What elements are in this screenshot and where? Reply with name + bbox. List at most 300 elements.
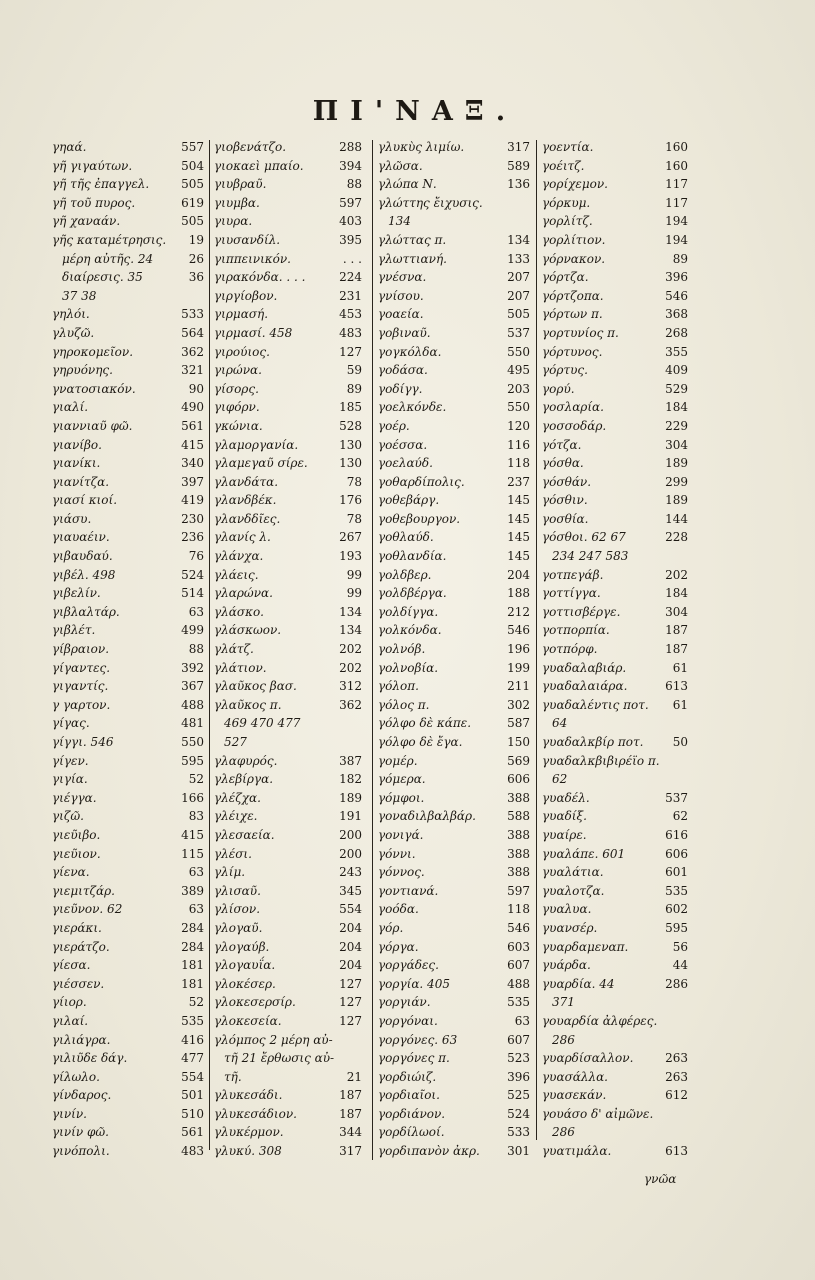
index-entry — [542, 789, 688, 808]
entry-term: γυαλάτια. — [542, 865, 604, 880]
entry-page-number: 204 — [339, 958, 362, 973]
entry-term: 527 — [224, 735, 247, 749]
entry-page-number: 181 — [181, 976, 204, 991]
entry-page-number: 76 — [188, 549, 204, 564]
entry-page-number: 63 — [188, 604, 204, 619]
index-entry — [52, 380, 204, 399]
entry-term: γίγγι. 546 — [52, 735, 114, 749]
entry-term: γοργόνες. 63 — [378, 1032, 458, 1047]
entry-page-number: 589 — [507, 158, 530, 173]
index-entry — [378, 510, 530, 529]
entry-page-number: 499 — [181, 623, 204, 638]
entry-page-number: 304 — [665, 437, 688, 452]
index-entry — [214, 659, 362, 678]
entry-page-number: 50 — [672, 735, 688, 749]
index-entry — [52, 1086, 204, 1105]
entry-page-number: 88 — [188, 642, 204, 657]
entry-term: γοργιάν. — [378, 995, 431, 1010]
entry-term: 371 — [552, 995, 575, 1010]
entry-term: γόσθιν. — [542, 493, 588, 508]
entry-term: γοθαρδίπολις. — [378, 474, 465, 489]
entry-term: γιυσανδίλ. — [214, 232, 281, 247]
entry-term: γολνόβ. — [378, 642, 426, 657]
entry-term: γλαμεγαῦ σίρε. — [214, 456, 308, 471]
index-entry — [378, 659, 530, 678]
index-entry — [542, 324, 688, 343]
entry-page-number: 224 — [339, 270, 362, 285]
entry-term: γόρτζοπα. — [542, 288, 604, 303]
entry-term: γλῶσα. — [378, 158, 423, 173]
entry-term: γυαδαλκβίρ ποτ. — [542, 735, 644, 749]
entry-term: γυαδίξ. — [542, 809, 587, 824]
entry-term: γόλοπ. — [378, 679, 419, 694]
entry-term: γουάσο δ' αἰμῶνε. — [542, 1106, 654, 1121]
entry-page-number: . . . — [342, 251, 362, 266]
entry-term: γοτπεγάβ. — [542, 567, 604, 582]
index-entry — [542, 975, 688, 994]
index-entry — [378, 528, 530, 547]
entry-page-number: 395 — [339, 232, 362, 247]
index-entry — [214, 993, 362, 1012]
index-entry — [378, 956, 530, 975]
entry-page-number: 78 — [346, 511, 362, 526]
index-entry — [214, 547, 362, 566]
index-entry — [52, 324, 204, 343]
entry-term: γορδιαῖοι. — [378, 1088, 440, 1103]
entry-term: γόλφο δὲ ἔγα. — [378, 735, 463, 749]
entry-term: γιεῦνον. 62 — [52, 902, 123, 917]
entry-term: γιυρα. — [214, 214, 253, 229]
entry-term: γιβελίν. — [52, 586, 101, 601]
index-entry — [378, 863, 530, 882]
entry-page-number: 202 — [665, 567, 688, 582]
entry-page-number: 317 — [507, 140, 530, 154]
entry-term: γιασί κιοί. — [52, 493, 118, 508]
entry-term: γιαυαέιν. — [52, 530, 110, 545]
index-entry — [214, 305, 362, 324]
entry-page-number: 396 — [665, 270, 688, 285]
entry-page-number: 535 — [181, 1013, 204, 1028]
index-entry — [214, 287, 362, 306]
entry-page-number: 127 — [339, 995, 362, 1010]
entry-term: γλανδδῖες. — [214, 511, 281, 526]
entry-page-number: 286 — [665, 976, 688, 991]
entry-page-number: 415 — [181, 437, 204, 452]
index-entry — [542, 714, 688, 733]
entry-page-number: 387 — [339, 753, 362, 768]
entry-page-number: 63 — [514, 1013, 530, 1028]
entry-page-number: 193 — [339, 549, 362, 564]
index-entry — [378, 1012, 530, 1031]
entry-page-number: 588 — [507, 809, 530, 824]
index-entry — [542, 919, 688, 938]
entry-term: γόμφοι. — [378, 790, 425, 805]
index-entry — [378, 752, 530, 771]
entry-term: γιεράτζο. — [52, 939, 110, 954]
entry-page-number: 597 — [507, 883, 530, 898]
entry-page-number: 388 — [507, 865, 530, 880]
entry-page-number: 160 — [665, 158, 688, 173]
index-entry — [378, 677, 530, 696]
entry-page-number: 483 — [339, 325, 362, 340]
entry-term: γιγία. — [52, 772, 88, 787]
entry-term: 469 470 477 — [224, 716, 301, 731]
entry-page-number: 189 — [339, 790, 362, 805]
entry-page-number: 301 — [507, 1144, 530, 1159]
index-entry — [378, 547, 530, 566]
entry-term: γοέιτζ. — [542, 158, 585, 173]
entry-term: γοναδιλβαλβάρ. — [378, 809, 476, 824]
entry-term: γυαλοτζα. — [542, 883, 605, 898]
index-entry — [214, 696, 362, 715]
entry-page-number: 19 — [188, 232, 204, 247]
entry-term: γοργία. 405 — [378, 976, 450, 991]
index-entry — [214, 956, 362, 975]
index-entry — [52, 882, 204, 901]
index-entry — [542, 938, 688, 957]
index-entry — [378, 305, 530, 324]
entry-page-number: 389 — [181, 883, 204, 898]
entry-page-number: 59 — [346, 363, 362, 378]
entry-term: γιέσσεν. — [52, 976, 105, 991]
entry-page-number: 228 — [665, 530, 688, 545]
entry-term: γλογαυΐα. — [214, 958, 276, 973]
entry-page-number: 397 — [181, 474, 204, 489]
entry-page-number: 302 — [507, 697, 530, 712]
index-entry — [378, 938, 530, 957]
index-entry — [214, 938, 362, 957]
entry-term: γηλόι. — [52, 307, 90, 322]
entry-page-number: 212 — [507, 604, 530, 619]
entry-term: γιρμασί. 458 — [214, 325, 293, 340]
entry-term: γλάτζ. — [214, 642, 254, 657]
entry-term: γινόπολι. — [52, 1144, 110, 1159]
entry-term: γογκόλδα. — [378, 344, 442, 359]
entry-page-number: 62 — [672, 809, 688, 824]
entry-page-number: 340 — [181, 456, 204, 471]
entry-term: γλανδάτα. — [214, 474, 279, 489]
entry-term: γλυκύ. 308 — [214, 1144, 282, 1159]
entry-page-number: 537 — [665, 790, 688, 805]
entry-term: γίεσα. — [52, 958, 91, 973]
entry-page-number: 127 — [339, 344, 362, 359]
index-entry — [378, 789, 530, 808]
entry-page-number: 505 — [181, 214, 204, 229]
entry-term: γοθλαύδ. — [378, 530, 434, 545]
index-entry — [214, 584, 362, 603]
entry-term: γορλίτιον. — [542, 232, 606, 247]
entry-page-number: 355 — [665, 344, 688, 359]
entry-page-number: 187 — [665, 642, 688, 657]
index-entry — [214, 473, 362, 492]
entry-page-number: 546 — [507, 623, 530, 638]
entry-page-number: 202 — [339, 660, 362, 675]
index-entry — [52, 603, 204, 622]
entry-page-number: 211 — [507, 679, 530, 694]
entry-term: γλανδβέκ. — [214, 493, 277, 508]
entry-term: γοέσσα. — [378, 437, 428, 452]
entry-page-number: 134 — [507, 232, 530, 247]
index-entry — [52, 714, 204, 733]
index-entry — [542, 1049, 688, 1068]
entry-term: γλαῦκος βασ. — [214, 679, 297, 694]
index-entry — [542, 807, 688, 826]
entry-term: γιργίοβον. — [214, 288, 278, 303]
index-entry — [542, 770, 688, 789]
index-entry — [378, 380, 530, 399]
entry-term: γλάτιον. — [214, 660, 267, 675]
entry-term: 37 38 — [62, 288, 97, 303]
entry-page-number: 419 — [181, 493, 204, 508]
index-entry — [52, 900, 204, 919]
entry-term: γόσθάν. — [542, 474, 592, 489]
entry-page-number: 182 — [339, 772, 362, 787]
index-entry — [542, 584, 688, 603]
index-entry — [378, 993, 530, 1012]
entry-term: γόννι. — [378, 846, 416, 861]
index-entry — [214, 789, 362, 808]
index-entry — [542, 138, 688, 157]
entry-term: γόρκυμ. — [542, 195, 591, 210]
index-entry — [214, 1142, 362, 1161]
index-entry — [378, 900, 530, 919]
entry-page-number: 145 — [507, 511, 530, 526]
index-entry — [378, 1086, 530, 1105]
index-entry — [378, 287, 530, 306]
entry-term: γοττισβέργε. — [542, 604, 621, 619]
entry-page-number: 533 — [181, 307, 204, 322]
entry-page-number: 537 — [507, 325, 530, 340]
entry-page-number: 176 — [339, 493, 362, 508]
index-entry — [542, 1086, 688, 1105]
entry-page-number: 394 — [339, 158, 362, 173]
entry-page-number: 601 — [665, 865, 688, 880]
entry-page-number: 236 — [181, 530, 204, 545]
entry-term: γ γαρτον. — [52, 697, 111, 712]
entry-term: γῆ τῆς ἐπαγγελ. — [52, 177, 150, 192]
entry-page-number: 191 — [339, 809, 362, 824]
entry-term: γλοκέσερ. — [214, 976, 276, 991]
entry-page-number: 317 — [339, 1144, 362, 1159]
entry-page-number: 612 — [665, 1088, 688, 1103]
index-entry — [542, 231, 688, 250]
entry-term: γίγαντες. — [52, 660, 111, 675]
entry-term: γόννος. — [378, 865, 425, 880]
entry-term: γοόδα. — [378, 902, 419, 917]
entry-page-number: 160 — [665, 140, 688, 154]
entry-term: γιβλέτ. — [52, 623, 96, 638]
entry-term: γιρώνα. — [214, 363, 262, 378]
entry-term: γιυμβα. — [214, 195, 260, 210]
entry-term: γιεράκι. — [52, 920, 102, 935]
entry-term: γίνδαρος. — [52, 1088, 112, 1103]
entry-term: γόλφο δὲ κάπε. — [378, 716, 472, 731]
index-entry — [52, 138, 204, 157]
entry-term: γυαδαλκβιβιρέϊο π. — [542, 753, 660, 768]
entry-page-number: 321 — [181, 363, 204, 378]
index-entry — [214, 621, 362, 640]
entry-page-number: 304 — [665, 604, 688, 619]
index-entry — [542, 900, 688, 919]
index-entry — [214, 603, 362, 622]
entry-term: γίβραιον. — [52, 642, 110, 657]
index-entry — [52, 473, 204, 492]
entry-page-number: 194 — [665, 232, 688, 247]
entry-page-number: 150 — [507, 735, 530, 749]
entry-term: γυαρδία. 44 — [542, 976, 615, 991]
entry-page-number: 388 — [507, 827, 530, 842]
entry-term: γλωττιανή. — [378, 251, 447, 266]
index-entry — [378, 566, 530, 585]
index-entry — [52, 343, 204, 362]
entry-page-number: 557 — [181, 140, 204, 154]
entry-term: γυανσέρ. — [542, 920, 598, 935]
entry-term: γλισαῦ. — [214, 883, 261, 898]
entry-page-number: 145 — [507, 549, 530, 564]
entry-page-number: 554 — [339, 902, 362, 917]
entry-term: γλέιχε. — [214, 809, 258, 824]
index-entry — [542, 603, 688, 622]
index-entry — [542, 528, 688, 547]
index-entry — [378, 175, 530, 194]
index-entry — [378, 491, 530, 510]
entry-term: γόρτων π. — [542, 307, 603, 322]
index-entry — [542, 1105, 688, 1124]
entry-term: γιεῦιον. — [52, 846, 101, 861]
entry-page-number: 230 — [181, 511, 204, 526]
entry-page-number: 189 — [665, 456, 688, 471]
entry-term: γλαῦκος π. — [214, 697, 282, 712]
entry-term: γλογαῦ. — [214, 920, 263, 935]
index-entry — [52, 1123, 204, 1142]
index-entry — [542, 1068, 688, 1087]
index-entry — [378, 436, 530, 455]
index-entry — [542, 380, 688, 399]
index-entry — [52, 659, 204, 678]
entry-term: γόρτζα. — [542, 270, 589, 285]
index-entry — [52, 231, 204, 250]
entry-page-number: 52 — [188, 772, 204, 787]
index-entry — [214, 454, 362, 473]
index-entry — [378, 714, 530, 733]
index-entry — [542, 659, 688, 678]
index-entry — [378, 417, 530, 436]
entry-page-number: 561 — [181, 418, 204, 433]
entry-page-number: 602 — [665, 902, 688, 917]
entry-term: γινίν. — [52, 1106, 87, 1121]
index-entry — [214, 1068, 362, 1087]
entry-term: γιέγγα. — [52, 790, 97, 805]
catchword: γνῶα — [644, 1172, 677, 1186]
index-entry — [378, 770, 530, 789]
index-entry — [214, 528, 362, 547]
index-entry — [542, 175, 688, 194]
entry-term: γυαίρε. — [542, 827, 587, 842]
entry-page-number: 204 — [507, 567, 530, 582]
entry-term: γλυκὺς λιμίω. — [378, 140, 465, 154]
index-entry — [542, 436, 688, 455]
entry-page-number: 505 — [507, 307, 530, 322]
entry-page-number: 554 — [181, 1069, 204, 1084]
index-column-2 — [214, 138, 362, 1161]
entry-term: γόσθοι. 62 67 — [542, 530, 626, 545]
index-entry — [214, 1012, 362, 1031]
index-entry — [214, 714, 362, 733]
entry-term: γυαρδαμεναπ. — [542, 939, 629, 954]
entry-term: γιβλαλτάρ. — [52, 604, 120, 619]
entry-page-number: 89 — [346, 381, 362, 396]
index-entry — [214, 268, 362, 287]
entry-page-number: 229 — [665, 418, 688, 433]
entry-term: γῆς καταμέτρησις. — [52, 232, 167, 247]
index-entry — [542, 510, 688, 529]
index-entry — [52, 491, 204, 510]
index-entry — [214, 845, 362, 864]
entry-page-number: 525 — [507, 1088, 530, 1103]
entry-page-number: 21 — [346, 1069, 362, 1084]
entry-page-number: 61 — [672, 697, 688, 712]
entry-page-number: 481 — [181, 716, 204, 731]
entry-term: γίιορ. — [52, 995, 87, 1010]
entry-term: γνατοσιακόν. — [52, 381, 136, 396]
entry-term: γλώττας π. — [378, 232, 447, 247]
entry-term: γορτυνίος π. — [542, 325, 619, 340]
index-column-1 — [52, 138, 204, 1161]
entry-term: γλαμοργανία. — [214, 437, 299, 452]
entry-page-number: 99 — [346, 586, 362, 601]
entry-page-number: 166 — [181, 790, 204, 805]
entry-term: γλανίς λ. — [214, 530, 271, 545]
entry-page-number: 403 — [339, 214, 362, 229]
entry-term: γίγεν. — [52, 753, 89, 768]
entry-term: γομέρ. — [378, 753, 418, 768]
entry-page-number: 117 — [665, 177, 688, 192]
entry-page-number: 189 — [665, 493, 688, 508]
entry-page-number: 118 — [507, 902, 530, 917]
index-entry — [378, 584, 530, 603]
entry-page-number: 185 — [339, 400, 362, 415]
entry-page-number: 184 — [665, 400, 688, 415]
entry-term: γοβιναῦ. — [378, 325, 431, 340]
entry-term: γόρτυνος. — [542, 344, 603, 359]
entry-term: γνέσνα. — [378, 270, 427, 285]
entry-term: γλόμπος 2 μέρη αὐ- — [214, 1032, 333, 1047]
entry-term: γοσλαρία. — [542, 400, 604, 415]
column-rule — [536, 140, 537, 1140]
index-entry — [378, 138, 530, 157]
index-entry — [542, 454, 688, 473]
entry-term: γοτπορπία. — [542, 623, 610, 638]
entry-term: γοεντία. — [542, 140, 594, 154]
entry-term: γοελκόνδε. — [378, 400, 447, 415]
entry-term: γλυκέρμον. — [214, 1125, 284, 1140]
index-entry — [52, 752, 204, 771]
index-entry — [214, 770, 362, 789]
index-entry — [52, 454, 204, 473]
index-entry — [378, 640, 530, 659]
index-entry — [542, 305, 688, 324]
entry-term: 64 — [552, 716, 568, 731]
index-entry — [52, 956, 204, 975]
entry-term: γιεμιτζάρ. — [52, 883, 115, 898]
index-entry — [52, 938, 204, 957]
index-entry — [52, 826, 204, 845]
entry-term: γνίσου. — [378, 288, 424, 303]
index-entry — [542, 547, 688, 566]
entry-page-number: 133 — [507, 251, 530, 266]
entry-term: γῆ τοῦ πυρος. — [52, 195, 136, 210]
index-entry — [542, 343, 688, 362]
